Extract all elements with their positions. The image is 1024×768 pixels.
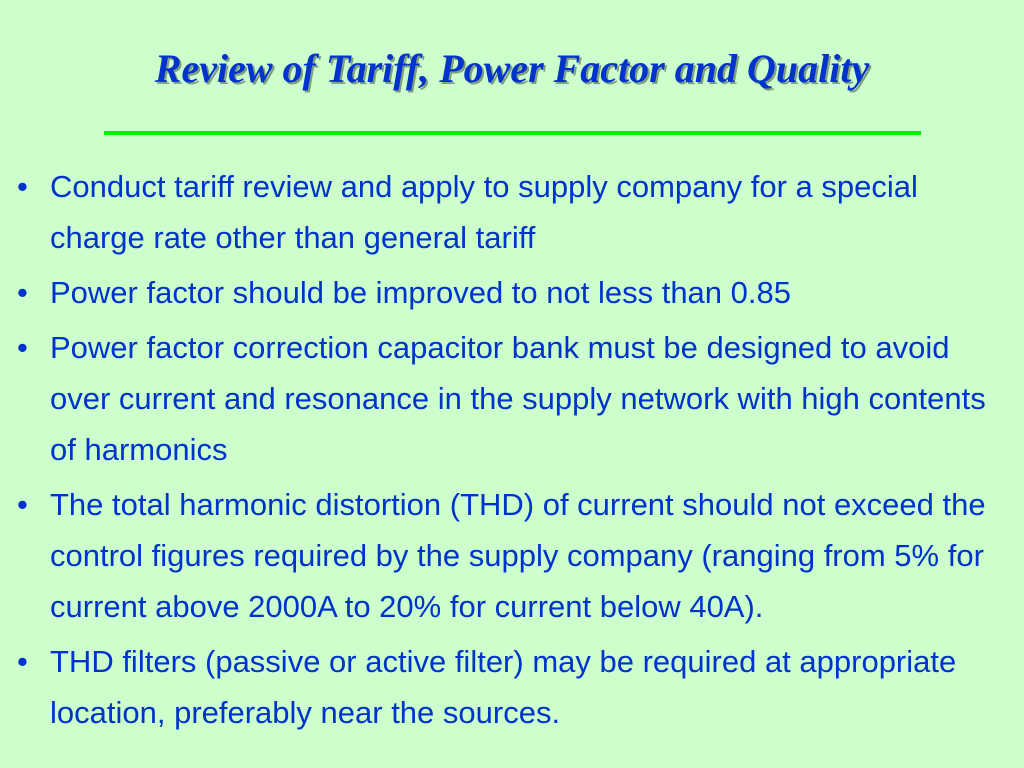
bullet-dot-icon: • — [17, 330, 28, 365]
bullet-text: Power factor correction capacitor bank must be designed to avoid over current and resonance in the supply network with high contents of harmonics — [50, 330, 986, 467]
bullet-item-thd-filters — [0, 636, 1024, 738]
bullet-list — [0, 161, 1024, 742]
bullet-dot-icon: • — [17, 275, 28, 310]
bullet-item-tariff-review — [0, 161, 1024, 263]
bullet-text: Conduct tariff review and apply to supply company for a special charge rate other than general tariff — [50, 169, 918, 255]
bullet-dot-icon: • — [17, 487, 28, 522]
bullet-text: THD filters (passive or active filter) may be required at appropriate location, preferably near the sources. — [50, 644, 957, 730]
bullet-dot-icon: • — [17, 644, 28, 679]
bullet-item-thd-limits — [0, 479, 1024, 632]
bullet-item-power-factor — [0, 267, 1024, 318]
bullet-dot-icon: • — [17, 169, 28, 204]
bullet-item-capacitor-bank — [0, 322, 1024, 475]
bullet-text: The total harmonic distortion (THD) of current should not exceed the control figures required by the supply company (ranging from 5% for current above 2000A to 20% for current below 40A). — [50, 487, 986, 624]
slide-title: Review of Tariff, Power Factor and Quality — [154, 46, 870, 91]
title-underline — [104, 131, 921, 135]
bullet-text: Power factor should be improved to not less than 0.85 — [50, 275, 791, 310]
